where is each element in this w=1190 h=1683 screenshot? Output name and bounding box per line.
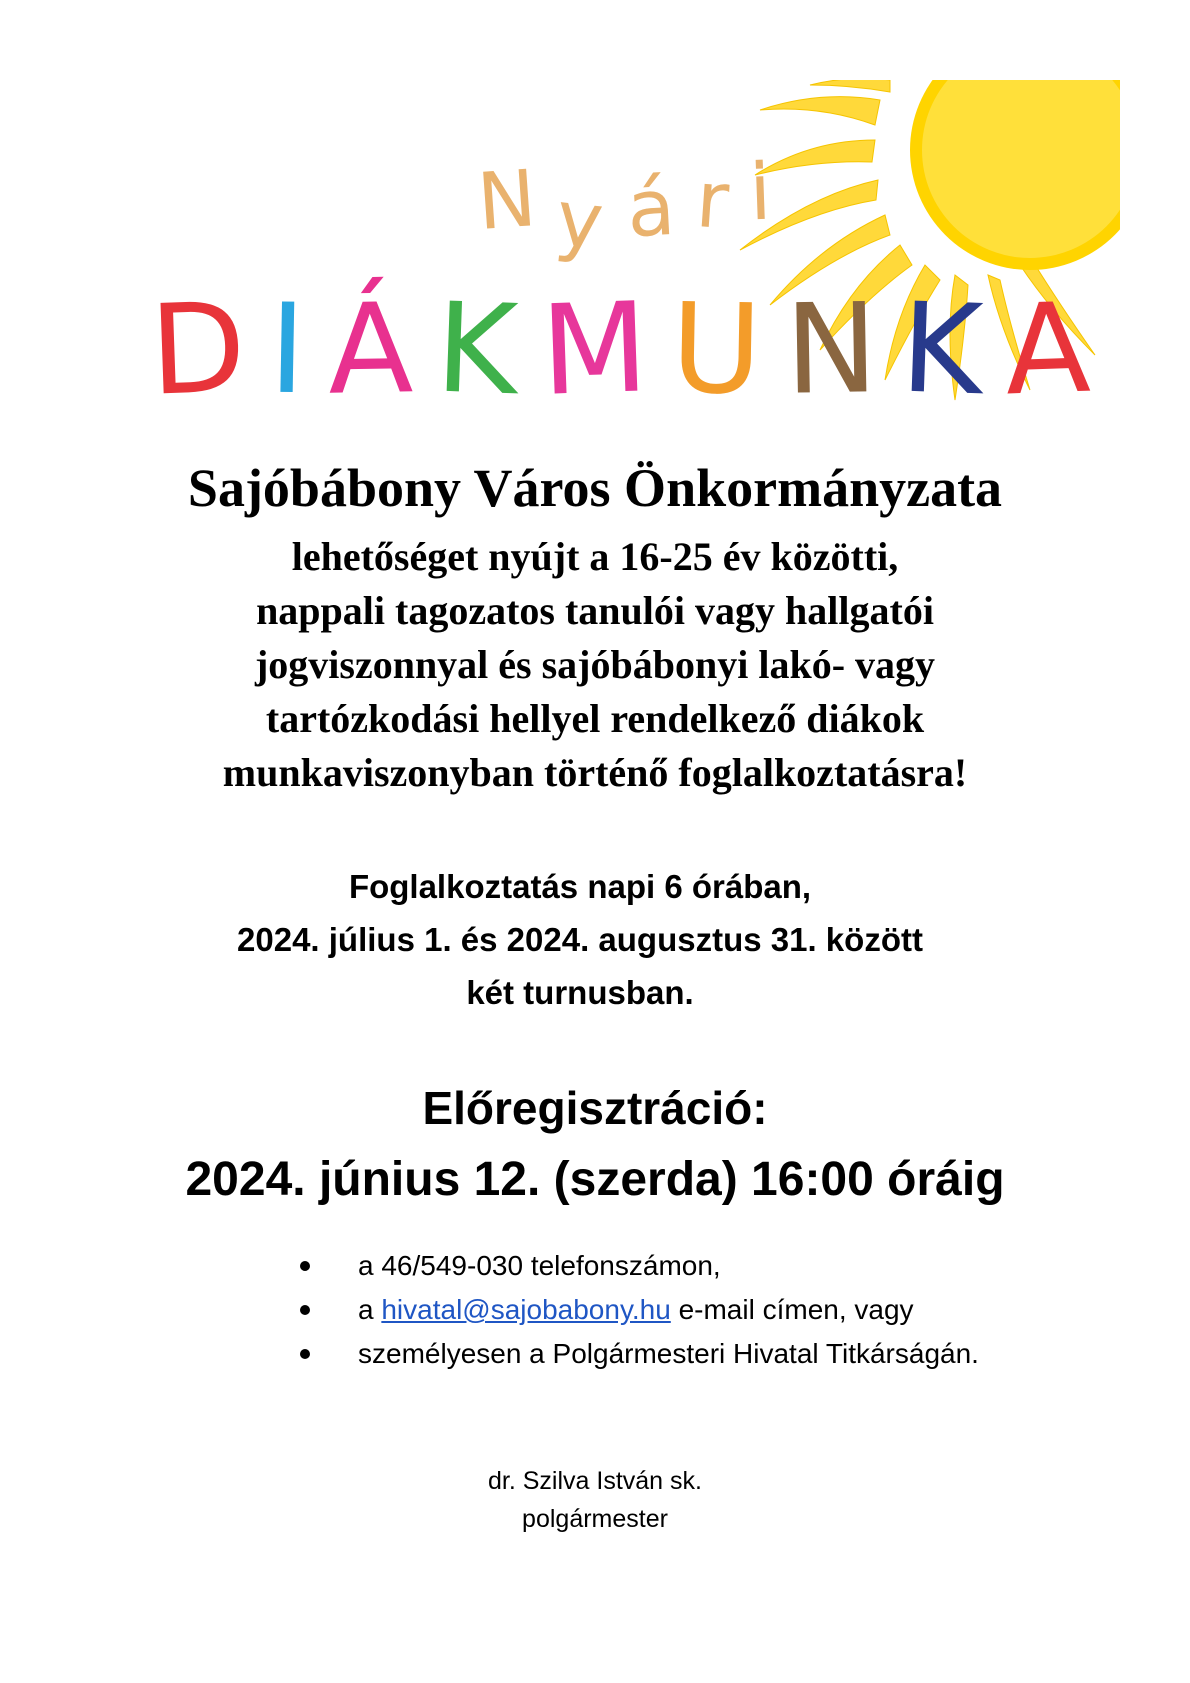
list-item — [300, 1288, 1120, 1332]
employment-line: Foglalkoztatás napi 6 órában, — [348, 868, 812, 905]
subtitle-letter: á — [624, 162, 677, 256]
signature-block — [0, 1462, 1190, 1538]
header-title — [147, 275, 1093, 425]
bullet-icon — [300, 1261, 310, 1271]
employment-details — [0, 860, 1160, 1019]
title-letter: K — [898, 276, 985, 424]
intro-paragraph — [0, 530, 1190, 800]
preregistration-label: Előregisztráció: — [422, 1082, 768, 1134]
title-letter: A — [1002, 276, 1093, 424]
title-letter: U — [669, 277, 763, 423]
contact-email-prefix: a — [358, 1294, 382, 1325]
header-artwork — [0, 0, 1190, 440]
email-link[interactable]: hivatal@sajobabony.hu — [381, 1294, 671, 1325]
employment-line: két turnusban. — [466, 974, 694, 1011]
subtitle-letter: r — [693, 155, 732, 248]
intro-line: tartózkodási hellyel rendelkező diákok — [265, 696, 925, 741]
title-letter: I — [267, 277, 307, 423]
title-letter: M — [538, 276, 651, 424]
preregistration-deadline: 2024. június 12. (szerda) 16:00 óráig — [185, 1153, 1005, 1206]
subtitle-letter: i — [748, 147, 774, 239]
signatory-role: polgármester — [522, 1505, 668, 1533]
signatory-name: dr. Szilva István sk. — [488, 1467, 702, 1495]
subtitle-letter: y — [552, 173, 608, 269]
title-letter: N — [783, 277, 879, 423]
contact-email-suffix: e-mail címen, vagy — [670, 1294, 914, 1325]
contact-phone: a 46/549-030 telefonszámon, — [358, 1250, 721, 1281]
contact-list — [300, 1244, 1120, 1376]
contact-in-person: személyesen a Polgármesteri Hivatal Titkárságán. — [358, 1338, 979, 1369]
employment-line: 2024. július 1. és 2024. augusztus 31. között — [237, 921, 923, 958]
header-subtitle — [474, 132, 774, 269]
list-item — [300, 1244, 1120, 1288]
preregistration-block — [0, 1072, 1190, 1216]
intro-line: munkaviszonyban történő foglalkoztatásra! — [222, 750, 968, 795]
title-letter: D — [147, 276, 248, 424]
intro-line: jogviszonnyal és sajóbábonyi lakó- vagy — [254, 642, 936, 687]
subtitle-letter: N — [474, 154, 540, 248]
organization-title: Sajóbábony Város Önkormányzata — [187, 458, 1003, 518]
bullet-icon — [300, 1305, 310, 1315]
title-letter: Á — [327, 277, 415, 423]
title-letter: K — [433, 276, 521, 424]
intro-line: lehetőséget nyújt a 16-25 év közötti, — [291, 534, 899, 579]
bullet-icon — [300, 1349, 310, 1359]
intro-line: nappali tagozatos tanulói vagy hallgatói — [256, 588, 934, 633]
list-item — [300, 1332, 1120, 1376]
